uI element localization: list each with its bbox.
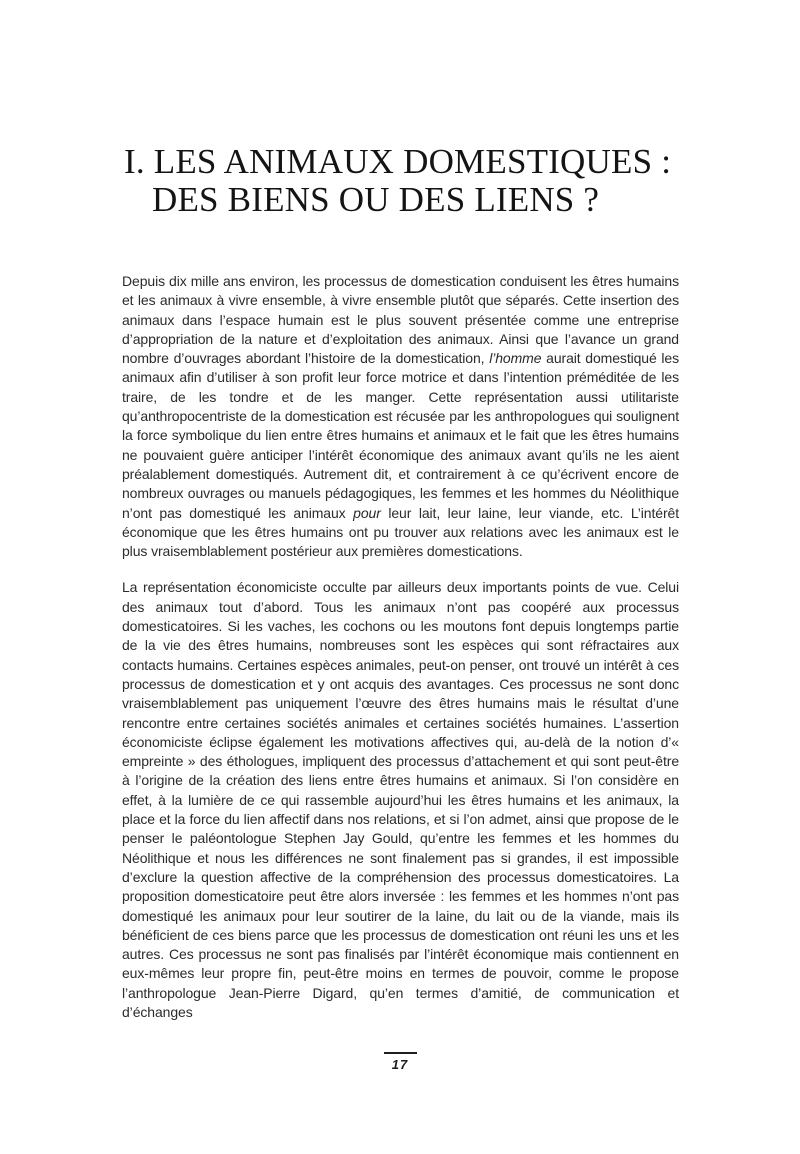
italic-term: l’homme (489, 350, 542, 367)
chapter-title-line1: I. LES ANIMAUX DOMESTIQUES : (124, 142, 672, 181)
page-footer (0, 1052, 800, 1072)
text-segment: leur lait, leur laine, leur viande, etc. L’intérêt économique que les êtres humains ont pu trouver aux relations avec les animaux est le plus vraisemblablement postérieur aux premières domestications. (122, 504, 679, 560)
text-segment: La représentation économiciste occulte par ailleurs deux importants points de vue. Celui des animaux tout d’abord. Tous les animaux n’ont pas coopéré aux processus domesticatoires. Si les vaches, les cochons ou les moutons font depuis longtemps partie de la vie des êtres humains, nombreuses sont les espèces qui sont réfractaires aux contacts humains. Certaines espèces animales, peut-on penser, ont trouvé un intérêt à ces processus de domestication et y ont acquis des avantages. Ces processus ne sont donc vraisemblablement pas uniquement l’œuvre des êtres humains mais le résultat d’une rencontre entre certaines sociétés animales et certaines sociétés humaines. L’assertion économiciste éclipse également les motivations affectives qui, au-delà de la notion d’« empreinte » des éthologues, impliquent des processus d’attachement et qui sont peut-être à l’origine de la création des liens entre êtres humains et animaux. Si l’on considère en effet, à la lumière de ce qui rassemble aujourd’hui les êtres humains et les animaux, la place et la force du lien affectif dans nos relations, et si l’on admet, ainsi que propose de le penser le paléontologue Stephen Jay Gould, qu’entre les femmes et les hommes du Néolithique et nous les différences ne sont finalement pas si grandes, il est impossible d’exclure la question affective de la compréhension des processus domesticatoires. La proposition domesticatoire peut être alors inversée : les femmes et les hommes n’ont pas domestiqué les animaux pour leur soutirer de la laine, du lait ou de la viande, mais ils bénéficient de ces biens parce que les processus de domestication ont réuni les uns et les autres. Ces processus ne sont pas finalisés par l’intérêt économique mais contiennent en eux-mêmes leur propre fin, peut-être moins en termes de pouvoir, comme le propose l’anthropologue Jean-Pierre Digard, qu’en termes d’amitié, de communication et d’échanges (122, 579, 679, 1020)
chapter-title (124, 143, 724, 219)
page-number: 17 (391, 1057, 409, 1072)
body-paragraph (122, 272, 679, 561)
text-segment: aurait domestiqué les animaux afin d’utiliser à son profit leur force motrice et dans l’intention préméditée de les traire, de les tondre et de les manger. Cette représentation aussi utilitariste qu’anthropocentriste de la domestication est récusée par les anthropologues qui soulignent la force symbolique du lien entre êtres humains et animaux et le fait que les êtres humains ne pouvaient guère anticiper l’intérêt économique des animaux avant qu’ils ne les aient préalablement domestiqués. Autrement dit, et contrairement à ce qu’écrivent encore de nombreux ouvrages ou manuels pédagogiques, les femmes et les hommes du Néolithique n’ont pas domestiqué les animaux (122, 350, 679, 521)
italic-term: pour (353, 504, 381, 521)
body-paragraph (122, 578, 679, 1022)
footer-rule (384, 1052, 417, 1054)
text-segment: Depuis dix mille ans environ, les processus de domestication conduisent les êtres humains et les animaux à vivre ensemble, à vivre ensemble plutôt que séparés. Cette insertion des animaux dans l’espace humain est le plus souvent présentée comme une entreprise d’appropriation de la nature et d’exploitation des animaux. Ainsi que l’avance un grand nombre d’ouvrages abordant l’histoire de la domestication, (122, 273, 679, 367)
body-text (122, 272, 679, 1039)
chapter-title-line2: DES BIENS OU DES LIENS ? (152, 180, 600, 219)
